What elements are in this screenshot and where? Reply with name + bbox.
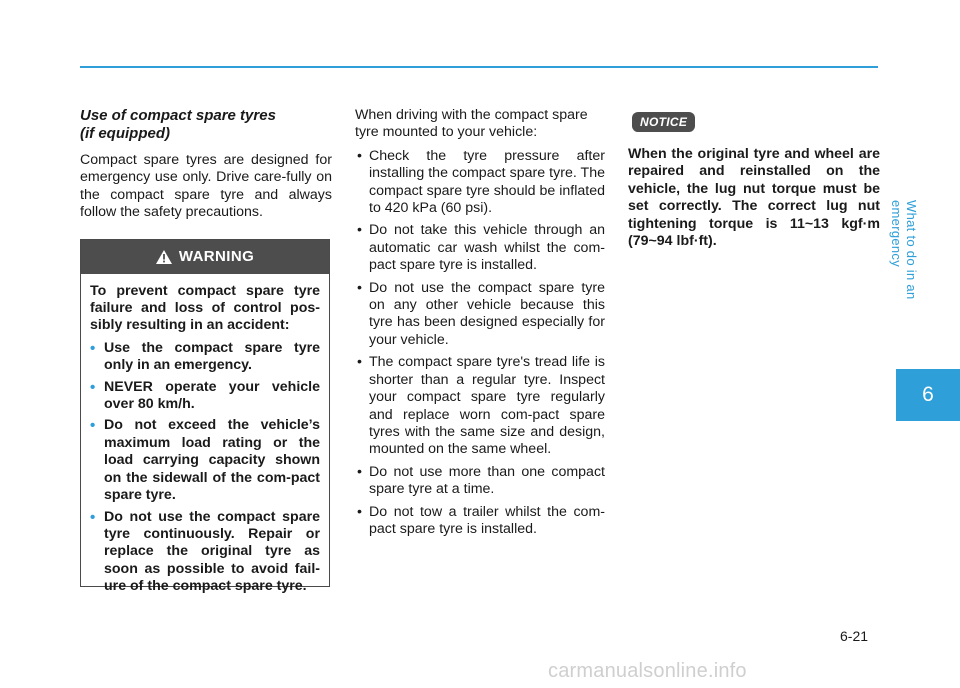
precaution-item [355, 464, 605, 499]
warning-item-text: Do not use the compact spare tyre continuously. Repair or replace the original tyre as soon as possible to avoid fail-ure of the compact spare tyre. [104, 508, 320, 595]
bullet-dot-icon: • [90, 417, 96, 435]
warning-item-text: Do not exceed the vehicle’s maximum load rating or the load carrying capacity shown on the sidewall of the com-pact spare tyre. [104, 417, 320, 504]
bullet-icon: • [357, 222, 362, 239]
precaution-text: Do not tow a trailer whilst the com-pact spare tyre is installed. [369, 503, 605, 537]
column-2 [355, 107, 605, 543]
precaution-item [355, 280, 605, 350]
warning-list [90, 340, 320, 596]
notice-badge: NOTICE [632, 112, 695, 132]
section-title-line-2: (if equipped) [80, 125, 170, 142]
column-3 [628, 112, 880, 265]
bullet-icon: • [357, 463, 362, 480]
warning-item-text: Use the compact spare tyre only in an emergency. [104, 339, 320, 374]
warning-body [81, 274, 329, 596]
precaution-item [355, 504, 605, 539]
precaution-text: The compact spare tyre's tread life is shorter than a regular tyre. Inspect your compact spare tyre regularly and replace worn com-pact spare tyres with the same size and design, mounted on the same wheel. [369, 354, 605, 458]
precaution-item [355, 354, 605, 458]
side-section-title: What to do in an emergency [889, 200, 919, 300]
precaution-text: Do not use more than one compact spare tyre at a time. [369, 463, 605, 498]
warning-item [90, 379, 320, 414]
precaution-text: Do not take this vehicle through an automatic car wash whilst the com-pact spare tyre is installed. [369, 222, 605, 274]
warning-item-text: NEVER operate your vehicle over 80 km/h. [104, 378, 320, 413]
bullet-icon: • [357, 354, 362, 371]
notice-text: When the original tyre and wheel are repaired and reinstalled on the vehicle, the lug nut torque must be set correctly. The correct lug nut tightening torque is 11~13 kgf·m (79~94 lbf·ft). [628, 146, 880, 250]
warning-triangle-icon [156, 250, 172, 264]
bullet-dot-icon: • [90, 508, 96, 526]
bullet-dot-icon: • [90, 339, 96, 357]
warning-item [90, 340, 320, 375]
warning-box [80, 239, 330, 595]
section-title-line-1: Use of compact spare tyres [80, 107, 276, 124]
warning-item [90, 417, 320, 504]
precaution-item [355, 148, 605, 218]
bullet-icon: • [357, 147, 362, 164]
precaution-text: Do not use the compact spare tyre on any other vehicle because this tyre has been designed especially for your vehicle. [369, 279, 605, 348]
warning-label: WARNING [178, 248, 255, 266]
watermark[interactable]: carmanualsonline.info [548, 660, 747, 682]
bullet-icon: • [357, 279, 362, 296]
driving-intro: When driving with the compact spare tyre mounted to your vehicle: [355, 107, 588, 141]
bullet-icon: • [357, 503, 362, 520]
section-title [80, 107, 332, 143]
precaution-item [355, 222, 605, 274]
bullet-dot-icon: • [90, 378, 96, 396]
warning-item [90, 509, 320, 596]
intro-paragraph: Compact spare tyres are designed for emergency use only. Drive care-fully on the compact spare tyre and always follow the safety precautions. [80, 152, 332, 221]
warning-intro: To prevent compact spare tyre failure and loss of control pos-sibly resulting in an accident: [90, 282, 320, 334]
chapter-tab[interactable]: 6 [896, 369, 960, 421]
precaution-list [355, 148, 605, 539]
column-1 [80, 107, 332, 595]
warning-header [81, 240, 329, 274]
top-rule [80, 66, 878, 68]
precaution-text: Check the tyre pressure after installing the compact spare tyre. The compact spare tyre should be inflated to 420 kPa (60 psi). [369, 147, 605, 217]
page-number: 6-21 [840, 628, 869, 644]
